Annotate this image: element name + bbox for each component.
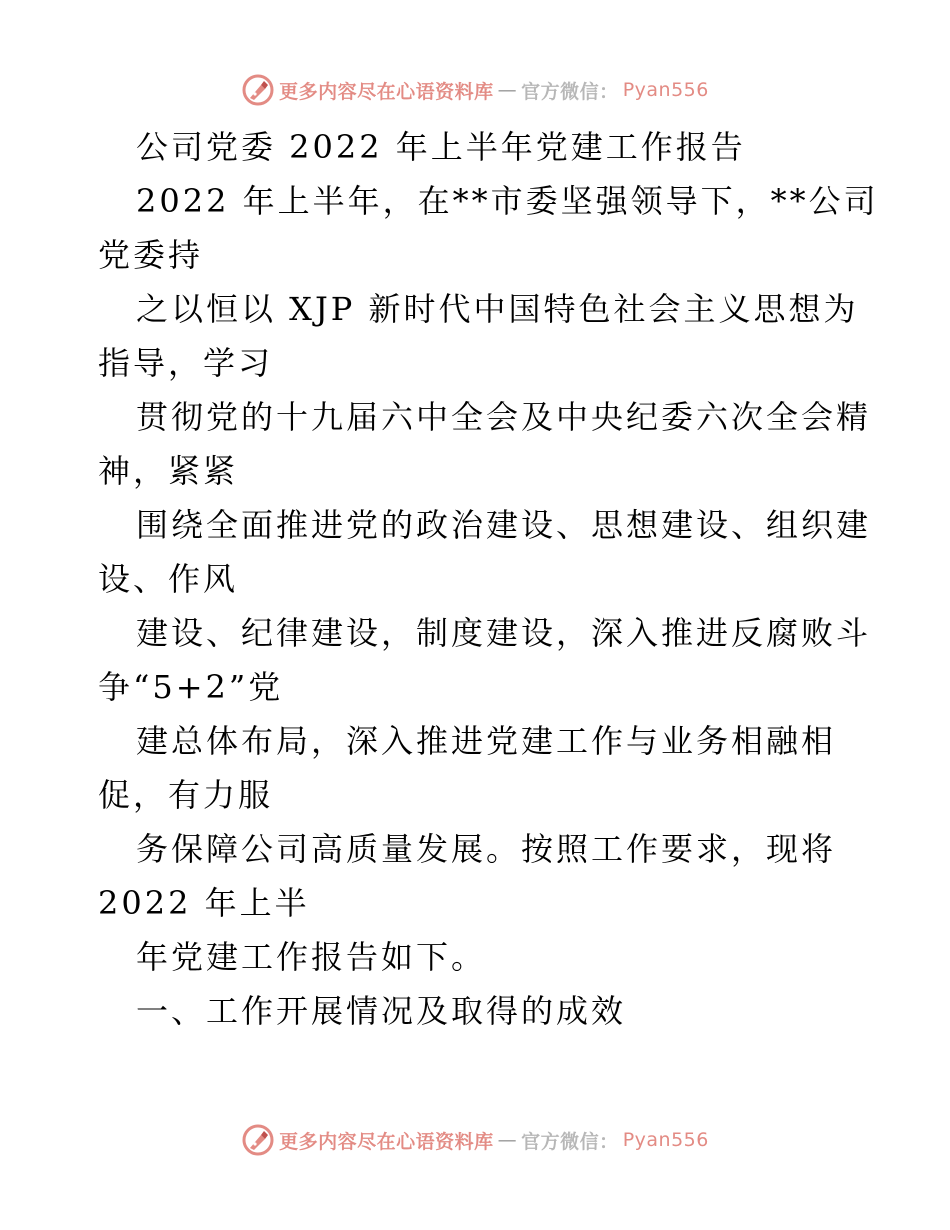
watermark-wechat-id: Pyan556 <box>622 1129 709 1151</box>
paragraph-line: 神，紧紧 <box>98 452 239 490</box>
watermark-footer <box>0 1120 950 1160</box>
paragraph-line: 贯彻党的十九届六中全会及中央纪委六次全会精 <box>136 398 872 436</box>
paragraph-line: 争“5+2”党 <box>98 668 284 706</box>
paragraph-line: 年党建工作报告如下。 <box>136 938 487 976</box>
section-heading: 一、工作开展情况及取得的成效 <box>136 992 627 1030</box>
document-body <box>98 120 879 1038</box>
paragraph-line: 2022 年上半 <box>98 884 310 922</box>
watermark-brand-text: 更多内容尽在心语资料库 <box>279 80 494 103</box>
paragraph-line: 党委持 <box>98 236 204 274</box>
watermark-dash: — <box>497 1129 518 1151</box>
watermark-brand-text: 更多内容尽在心语资料库 <box>279 1130 494 1153</box>
watermark-wechat-id: Pyan556 <box>622 79 709 101</box>
paragraph-line: 务保障公司高质量发展。按照工作要求，现将 <box>136 830 837 868</box>
paragraph-line: 围绕全面推进党的政治建设、思想建设、组织建 <box>136 506 872 544</box>
paragraph-line: 设、作风 <box>98 560 239 598</box>
pen-nib-icon <box>241 73 275 107</box>
document-title: 公司党委 2022 年上半年党建工作报告 <box>136 128 746 166</box>
watermark-dash: — <box>497 79 518 101</box>
paragraph-line: 指导，学习 <box>98 344 274 382</box>
watermark-wechat-label: 官方微信： <box>521 1130 619 1153</box>
paragraph-line: 建设、纪律建设，制度建设，深入推进反腐败斗 <box>136 614 872 652</box>
paragraph-line: 2022 年上半年，在**市委坚强领导下，**公司 <box>136 182 879 220</box>
watermark-header <box>0 70 950 110</box>
pen-nib-icon <box>241 1123 275 1157</box>
paragraph-line: 促，有力服 <box>98 776 274 814</box>
paragraph-line: 之以恒以 XJP 新时代中国特色社会主义思想为 <box>136 290 859 328</box>
watermark-wechat-label: 官方微信： <box>521 80 619 103</box>
paragraph-line: 建总体布局，深入推进党建工作与业务相融相 <box>136 722 837 760</box>
